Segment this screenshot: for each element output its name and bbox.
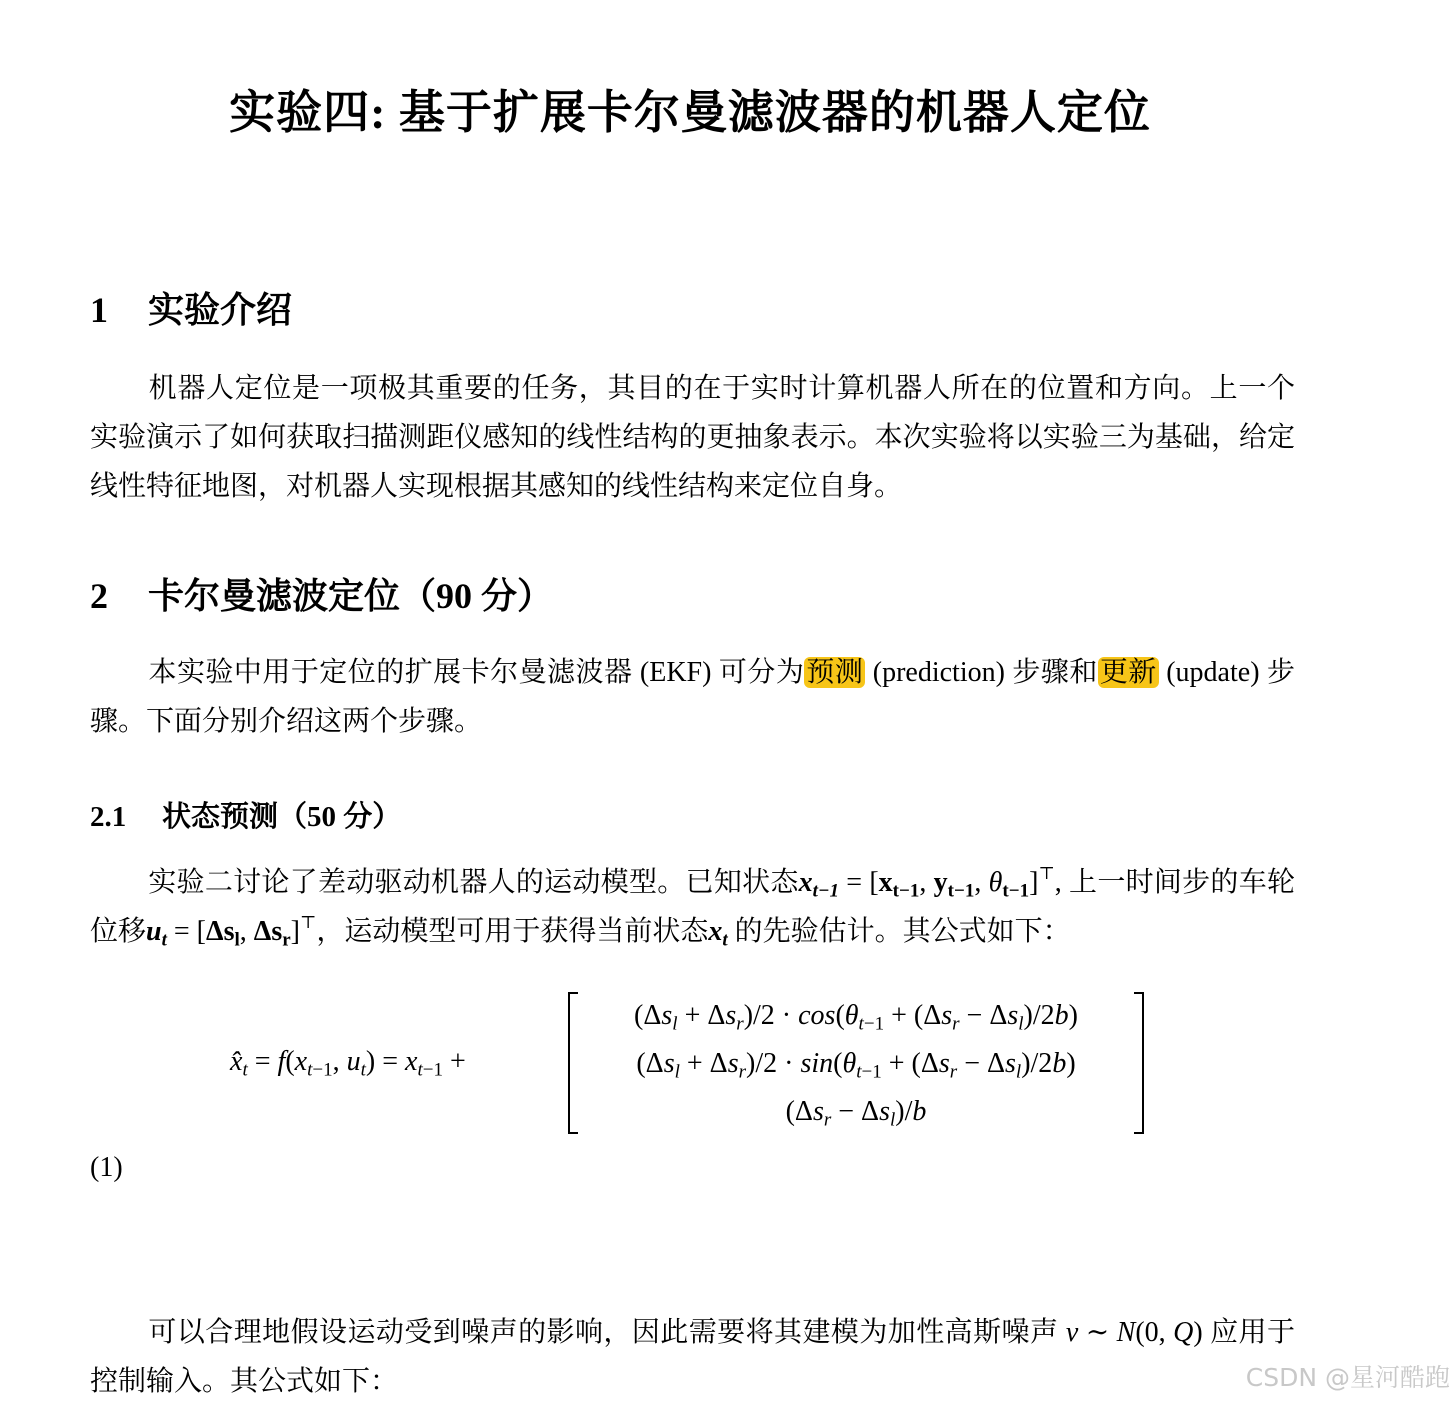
paragraph-text: 的先验估计。其公式如下： xyxy=(727,916,1071,947)
subsection-2-1-heading xyxy=(90,794,401,835)
section-title: 实验介绍 xyxy=(148,290,293,330)
subsection-2-1-paragraph xyxy=(90,858,1295,956)
highlight-update: 更新 xyxy=(1099,657,1157,688)
section-1-heading xyxy=(90,282,292,333)
matrix-row-2: $(\Delta s_l + \Delta s_r)/2 \cdot \sin(\theta_{t-1} + (\Delta s_r - \Delta s_l)/2b)$ xyxy=(636,1048,1076,1083)
math-state-vector: $x_{t-1} = [x_{t-1}$, $y_{t-1}$, $\theta_{t-1}]^⊤$ xyxy=(798,863,1055,902)
paragraph-text: 应用于控制输入。其公式如下： xyxy=(90,1317,1295,1397)
section-number: 1 xyxy=(90,290,108,330)
section-2-heading xyxy=(90,568,553,619)
subsection-title: 状态预测（50 分） xyxy=(162,801,402,833)
matrix-row-3: $(\Delta s_r - \Delta s_l)/b$ xyxy=(785,1096,927,1131)
paragraph-text: 可以合理地假设运动受到噪声的影响，因此需要将其建模为加性高斯噪声 xyxy=(148,1317,1066,1348)
math-noise: v ∼ N(0, Q) xyxy=(1065,1317,1203,1348)
paragraph-text: 机器人定位是一项极其重要的任务，其目的在于实时计算机器人所在的位置和方向。上一个实验演示了如何获取扫描测距仪感知的线性结构的更抽象表示。本次实验将以实验三为基础，给定线性特征地图，对机器人实现根据其感知的线性结构来定位自身。 xyxy=(90,373,1295,502)
subsection-number: 2.1 xyxy=(90,801,127,833)
paragraph-text: ，运动模型可用于获得当前状态 xyxy=(316,916,709,947)
math-control-vector: $u_t = [\Delta s_l$, $\Delta s_r]^⊤$ xyxy=(146,912,317,951)
paragraph-text: , 上一时间步的车轮位移 xyxy=(90,867,1295,947)
paragraph-text: 本实验中用于定位的扩展卡尔曼滤波器 (EKF) 可分为 xyxy=(148,657,805,688)
equation-lhs: $x̂_t = f(x_{t-1}$, $u_t) = x_{t-1}$ + xyxy=(230,1046,466,1081)
equation-number: (1) xyxy=(90,1152,123,1183)
watermark: CSDN @星河酷跑 xyxy=(1245,1363,1450,1392)
equation-matrix xyxy=(568,992,1144,1134)
section-number: 2 xyxy=(90,576,108,616)
paragraph-text: (prediction) 步骤和 xyxy=(865,657,1098,688)
section-2-paragraph xyxy=(90,648,1295,746)
matrix-row-1: $(\Delta s_l + \Delta s_r)/2 \cdot \cos(\theta_{t-1} + (\Delta s_r - \Delta s_l)/2b)$ xyxy=(634,1000,1078,1035)
paragraph-text: 实验二讨论了差动驱动机器人的运动模型。已知状态 xyxy=(148,867,799,898)
math-current-state: $x_t$ xyxy=(708,916,728,951)
section-title: 卡尔曼滤波定位（90 分） xyxy=(148,576,554,616)
highlight-prediction: 预测 xyxy=(806,657,864,688)
page-title: 实验四: 基于扩展卡尔曼滤波器的机器人定位 xyxy=(229,87,1151,138)
paragraph-text: (update) 步骤。下面分别介绍这两个步骤。 xyxy=(90,657,1295,737)
noise-paragraph xyxy=(90,1308,1295,1406)
section-1-paragraph xyxy=(90,364,1295,511)
